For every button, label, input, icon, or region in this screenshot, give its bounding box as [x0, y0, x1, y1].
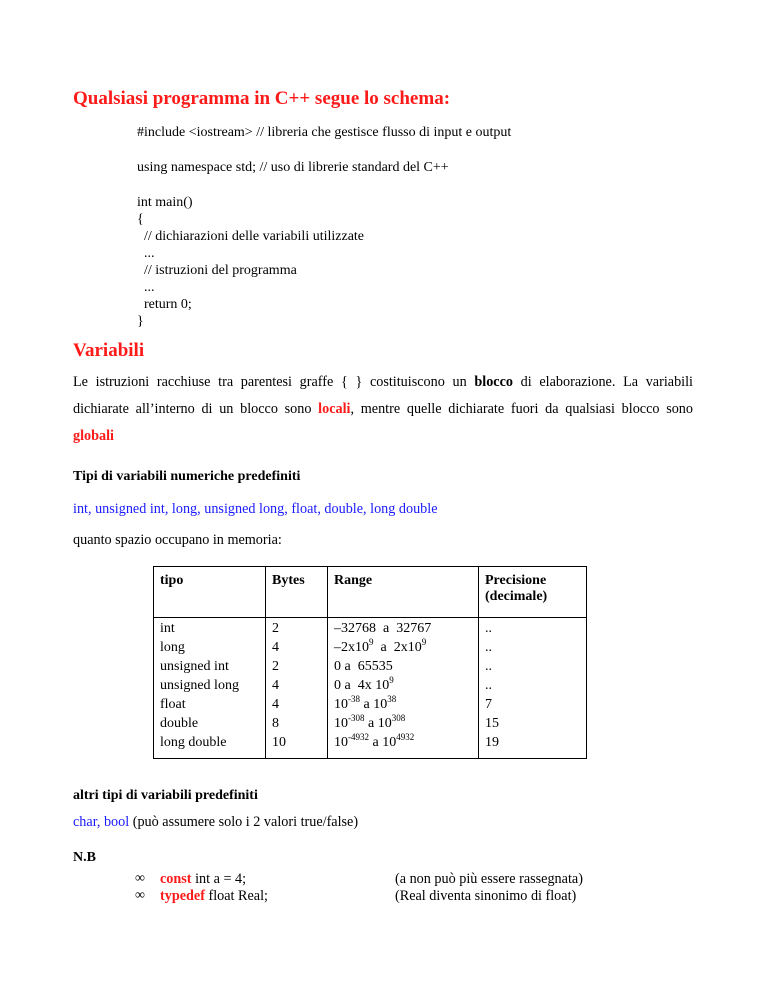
table-cell: ..	[479, 659, 587, 678]
code-include-line: #include <iostream> // libreria che gestisce flusso di input e output	[137, 125, 512, 140]
range-base: a 10	[360, 697, 388, 712]
range-exponent: -308	[348, 713, 365, 723]
range-exponent: -4932	[348, 732, 369, 742]
code-line: // dichiarazioni delle variabili utilizzate	[137, 229, 365, 244]
table-row	[154, 659, 587, 678]
code-line: ...	[137, 280, 155, 295]
range-exponent: -38	[348, 694, 360, 704]
other-types-line	[73, 814, 358, 831]
range-exponent: 9	[421, 637, 427, 647]
code-block	[137, 194, 364, 330]
table-row	[154, 735, 587, 759]
section-heading-variabili: Variabili	[73, 340, 145, 361]
keyword: const	[160, 871, 192, 887]
paragraph-red-term: globali	[73, 428, 114, 444]
table-cell: 19	[479, 735, 587, 759]
range-base: 0 a 4x 10	[334, 678, 390, 693]
keyword: typedef	[160, 888, 205, 904]
range-exponent: 4932	[396, 732, 415, 742]
table-cell: unsigned int	[154, 659, 266, 678]
table-header-row	[154, 567, 587, 618]
code-line: int main()	[137, 195, 193, 210]
code-snippet: float Real;	[204, 888, 268, 904]
range-base: 10	[334, 716, 348, 731]
code-line: return 0;	[137, 297, 192, 312]
table-header: Range	[328, 567, 479, 618]
numeric-types-list: int, unsigned int, long, unsigned long, float, double, long double	[73, 501, 438, 517]
range-base: a 10	[369, 735, 397, 750]
range-base: a 2x10	[373, 640, 422, 655]
code-line: ...	[137, 246, 155, 261]
table-row	[154, 640, 587, 659]
numeric-types-heading: Tipi di variabili numeriche predefiniti	[73, 469, 301, 484]
table-row	[154, 716, 587, 735]
table-cell: float	[154, 697, 266, 716]
range-exponent: 9	[389, 675, 394, 685]
table-cell: 2	[266, 618, 328, 641]
table-cell: int	[154, 618, 266, 641]
range-exponent: 9	[369, 637, 374, 647]
memory-label: quanto spazio occupano in memoria:	[73, 532, 282, 548]
paragraph-bold-term: blocco	[474, 374, 513, 390]
page-title: Qualsiasi programma in C++ segue lo schema:	[73, 88, 451, 109]
table-cell: 10	[266, 735, 328, 759]
table-cell: long double	[154, 735, 266, 759]
table-cell: 4	[266, 678, 328, 697]
bullet-icon: ∞	[135, 871, 145, 886]
table-cell: 7	[479, 697, 587, 716]
table-cell: 2	[266, 659, 328, 678]
table-cell: 8	[266, 716, 328, 735]
paragraph-text: Le istruzioni racchiuse tra parentesi graffe { } costituiscono un	[73, 374, 475, 390]
table-cell: long	[154, 640, 266, 659]
paragraph-text: , mentre quelle dichiarate fuori da qualsiasi blocco sono	[350, 401, 693, 417]
table-header: Bytes	[266, 567, 328, 618]
table-row	[154, 678, 587, 697]
table-cell	[328, 637, 479, 659]
range-base: 10	[334, 697, 348, 712]
code-line: {	[137, 212, 144, 227]
table-cell: 4	[266, 640, 328, 659]
table-cell: double	[154, 716, 266, 735]
typedef-example	[160, 888, 268, 905]
paragraph-text: di elaborazione. La variabili dichiarate all’interno di un blocco sono	[73, 374, 693, 417]
range-base: –2x10	[334, 640, 369, 655]
blocks-paragraph	[73, 369, 693, 450]
code-namespace-line: using namespace std; // uso di librerie standard del C++	[137, 160, 449, 175]
table-cell: –32768 a 32767	[328, 618, 479, 641]
table-row	[154, 697, 587, 716]
range-base: 10	[334, 735, 348, 750]
table-cell	[328, 732, 479, 759]
table-cell: 4	[266, 697, 328, 716]
other-types-note: (può assumere solo i 2 valori true/false)	[129, 814, 359, 830]
code-line: // istruzioni del programma	[137, 263, 297, 278]
const-note: (a non può più essere rassegnata)	[395, 871, 583, 887]
range-exponent: 38	[387, 694, 397, 704]
nb-label: N.B	[73, 850, 96, 865]
table-cell: ..	[479, 640, 587, 659]
typedef-note: (Real diventa sinonimo di float)	[395, 888, 577, 904]
other-types-list: char, bool	[73, 814, 130, 830]
code-line: }	[137, 314, 144, 329]
table-cell: 0 a 65535	[328, 659, 479, 678]
range-exponent: 308	[391, 713, 406, 723]
table-header: tipo	[154, 567, 266, 618]
bullet-icon: ∞	[135, 888, 145, 903]
range-base: a 10	[364, 716, 392, 731]
other-types-heading: altri tipi di variabili predefiniti	[73, 788, 258, 803]
paragraph-red-term: locali	[318, 401, 351, 417]
table-cell: 15	[479, 716, 587, 735]
code-snippet: int a = 4;	[191, 871, 247, 887]
table-cell: ..	[479, 618, 587, 641]
types-table	[153, 566, 587, 759]
table-header: Precisione (decimale)	[479, 567, 587, 618]
table-cell: ..	[479, 678, 587, 697]
const-example	[160, 871, 246, 888]
table-cell: unsigned long	[154, 678, 266, 697]
